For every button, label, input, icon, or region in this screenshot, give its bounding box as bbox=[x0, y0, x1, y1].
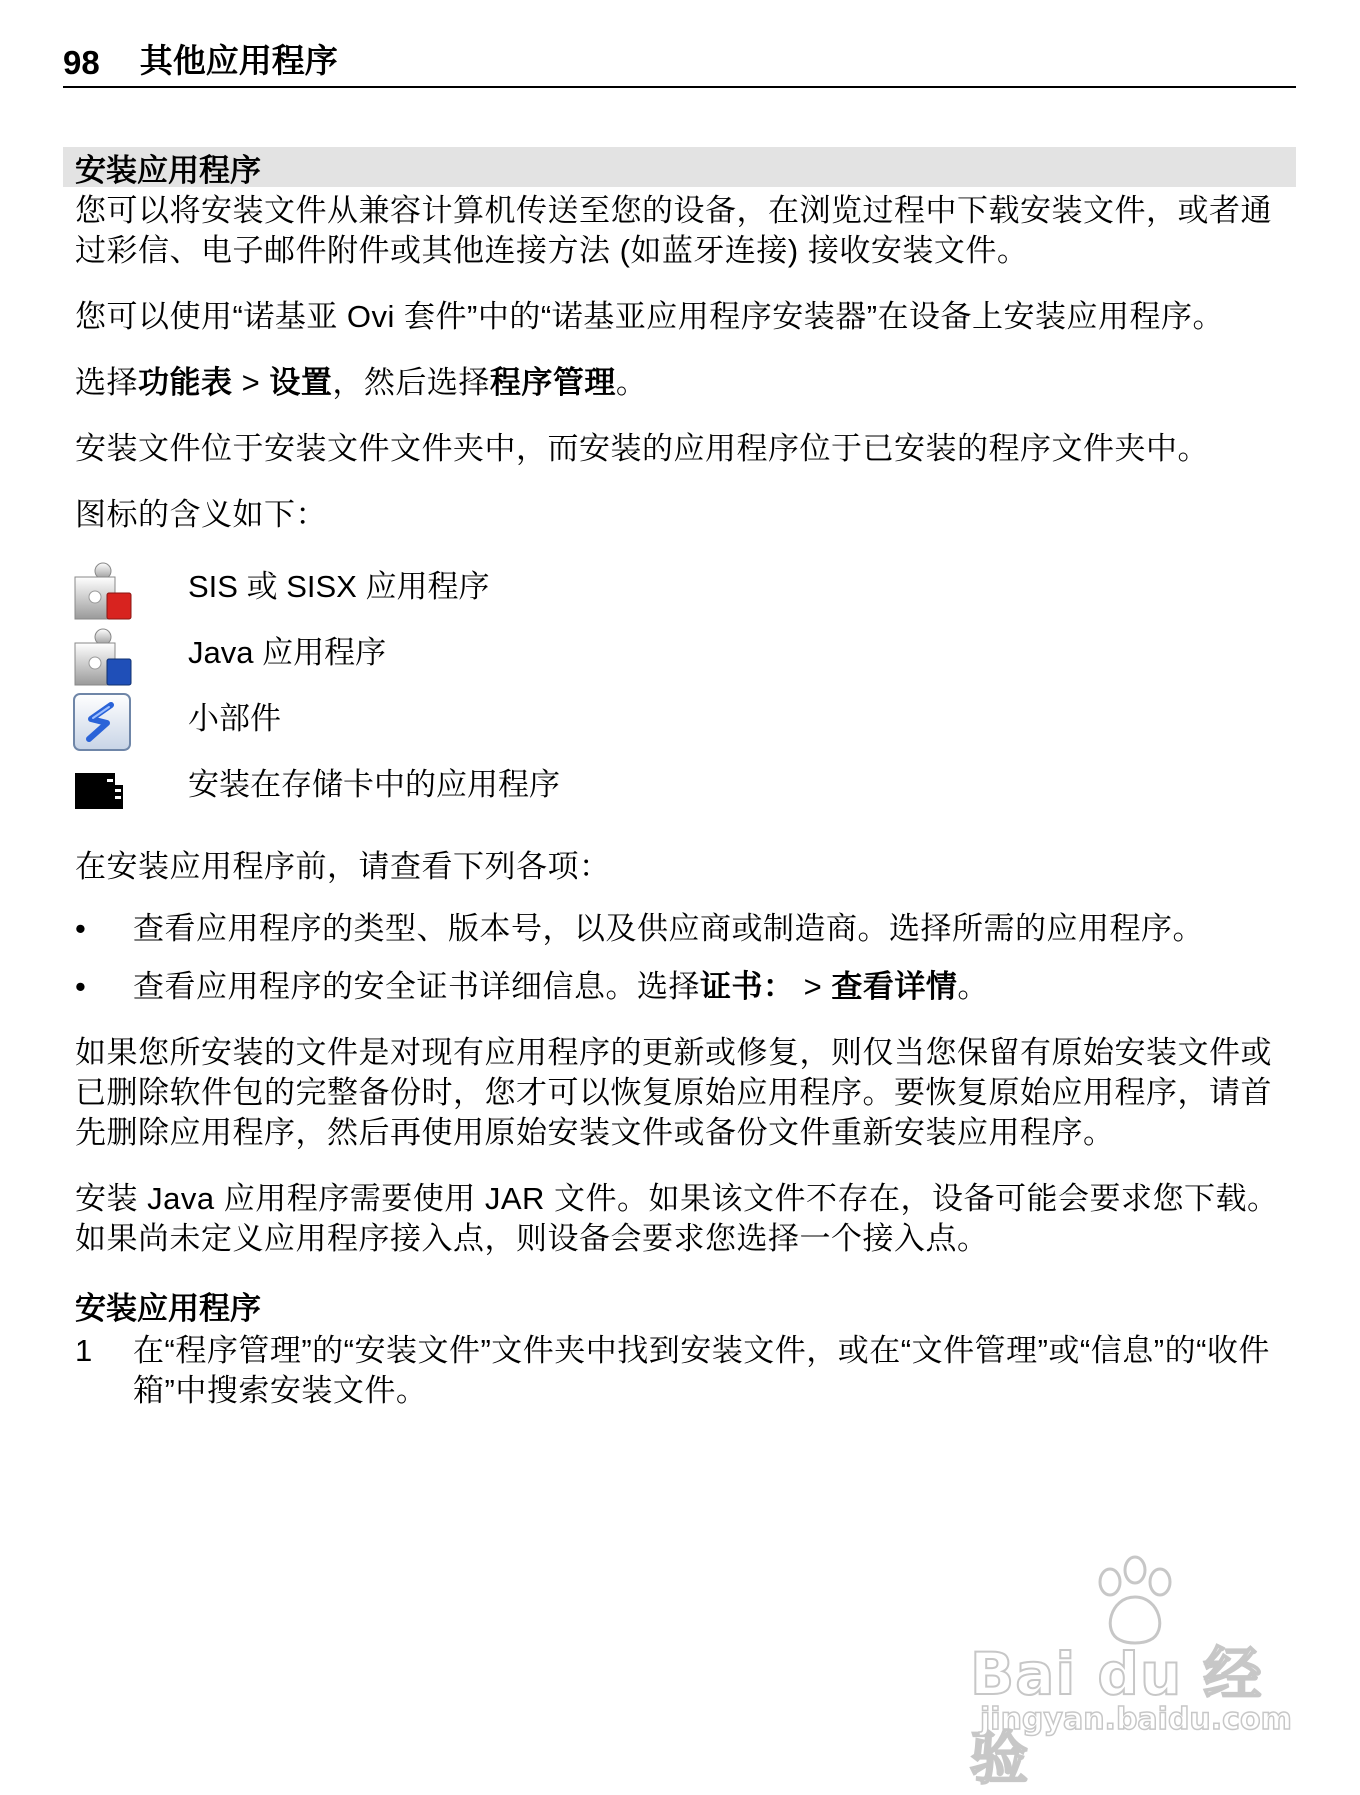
icon-legend-row bbox=[63, 623, 1296, 689]
subsection-heading: 安装应用程序 bbox=[75, 1291, 261, 1326]
step-number: 1 bbox=[75, 1333, 93, 1368]
watermark-url: jingyan.baidu.com bbox=[980, 1702, 1292, 1737]
menu-path-paragraph bbox=[63, 363, 1296, 403]
sis-app-label: SIS 或 SISX 应用程序 bbox=[188, 569, 490, 604]
icon-legend-row bbox=[63, 689, 1296, 755]
menu-path-prefix: 选择 bbox=[75, 365, 138, 400]
bullet-marker: • bbox=[75, 969, 87, 1004]
list-item-text bbox=[133, 969, 989, 1004]
bullet-marker: • bbox=[75, 911, 87, 946]
menu-path-suffix: 。 bbox=[615, 365, 648, 400]
cert-prefix: 查看应用程序的安全证书详细信息。选择 bbox=[133, 969, 700, 1004]
list-item bbox=[63, 967, 1296, 1007]
ovi-suite-paragraph: 您可以使用“诺基亚 Ovi 套件”中的“诺基亚应用程序安装器”在设备上安装应用程序。 bbox=[75, 299, 1225, 334]
baidu-watermark bbox=[970, 1552, 1300, 1792]
step-item bbox=[63, 1331, 1296, 1411]
list-item-text: 查看应用程序的类型、版本号，以及供应商或制造商。选择所需的应用程序。 bbox=[133, 911, 1204, 946]
icon-legend-row bbox=[63, 557, 1296, 623]
view-details-term: 查看详情 bbox=[831, 969, 958, 1004]
restore-paragraph: 如果您所安装的文件是对现有应用程序的更新或修复，则仅当您保留有原始安装文件或已删除软件包的完整备份时，您才可以恢复原始应用程序。要恢复原始应用程序，请首先删除应用程序，然后再使用原始安装文件或备份文件重新安装应用程序。 bbox=[75, 1035, 1272, 1150]
certificate-term: 证书： bbox=[700, 969, 795, 1004]
icon-legend bbox=[63, 557, 1296, 821]
cert-suffix: 。 bbox=[957, 969, 989, 1004]
java-app-label: Java 应用程序 bbox=[188, 635, 387, 670]
cert-separator: > bbox=[794, 969, 832, 1004]
memory-card-icon bbox=[73, 759, 133, 819]
main-content bbox=[63, 147, 1296, 1411]
settings-term: 设置 bbox=[269, 365, 333, 400]
icon-meaning-intro: 图标的含义如下： bbox=[75, 497, 327, 532]
before-install-paragraph: 在安装应用程序前，请查看下列各项： bbox=[75, 849, 611, 884]
watermark-brand: Bai du 经验 bbox=[970, 1640, 1263, 1792]
widget-icon bbox=[73, 693, 133, 753]
java-jar-paragraph: 安装 Java 应用程序需要使用 JAR 文件。如果该文件不存在，设备可能会要求您下载。如果尚未定义应用程序接入点，则设备会要求您选择一个接入点。 bbox=[75, 1181, 1279, 1256]
checklist bbox=[63, 909, 1296, 1007]
icon-legend-row bbox=[63, 755, 1296, 821]
sis-app-icon bbox=[73, 561, 133, 621]
java-app-icon bbox=[73, 627, 133, 687]
widget-label: 小部件 bbox=[188, 701, 281, 736]
folder-paragraph: 安装文件位于安装文件文件夹中，而安装的应用程序位于已安装的程序文件夹中。 bbox=[75, 431, 1209, 466]
intro-paragraph: 您可以将安装文件从兼容计算机传送至您的设备，在浏览过程中下载安装文件，或者通过彩信、电子邮件附件或其他连接方法 (如蓝牙连接) 接收安装文件。 bbox=[75, 193, 1272, 268]
menu-path-middle: ，然后选择 bbox=[332, 365, 490, 400]
memory-card-label: 安装在存储卡中的应用程序 bbox=[188, 767, 560, 802]
app-manager-term: 程序管理 bbox=[489, 365, 616, 400]
chapter-title: 其他应用程序 bbox=[139, 42, 338, 79]
menu-path-separator: > bbox=[232, 365, 270, 400]
page-number: 98 bbox=[63, 44, 100, 81]
menu-term: 功能表 bbox=[138, 365, 233, 400]
page-header bbox=[63, 42, 1296, 88]
section-heading: 安装应用程序 bbox=[63, 147, 1296, 187]
step-text: 在“程序管理”的“安装文件”文件夹中找到安装文件，或在“文件管理”或“信息”的“收件箱”中搜索安装文件。 bbox=[133, 1333, 1270, 1408]
list-item bbox=[63, 909, 1296, 949]
